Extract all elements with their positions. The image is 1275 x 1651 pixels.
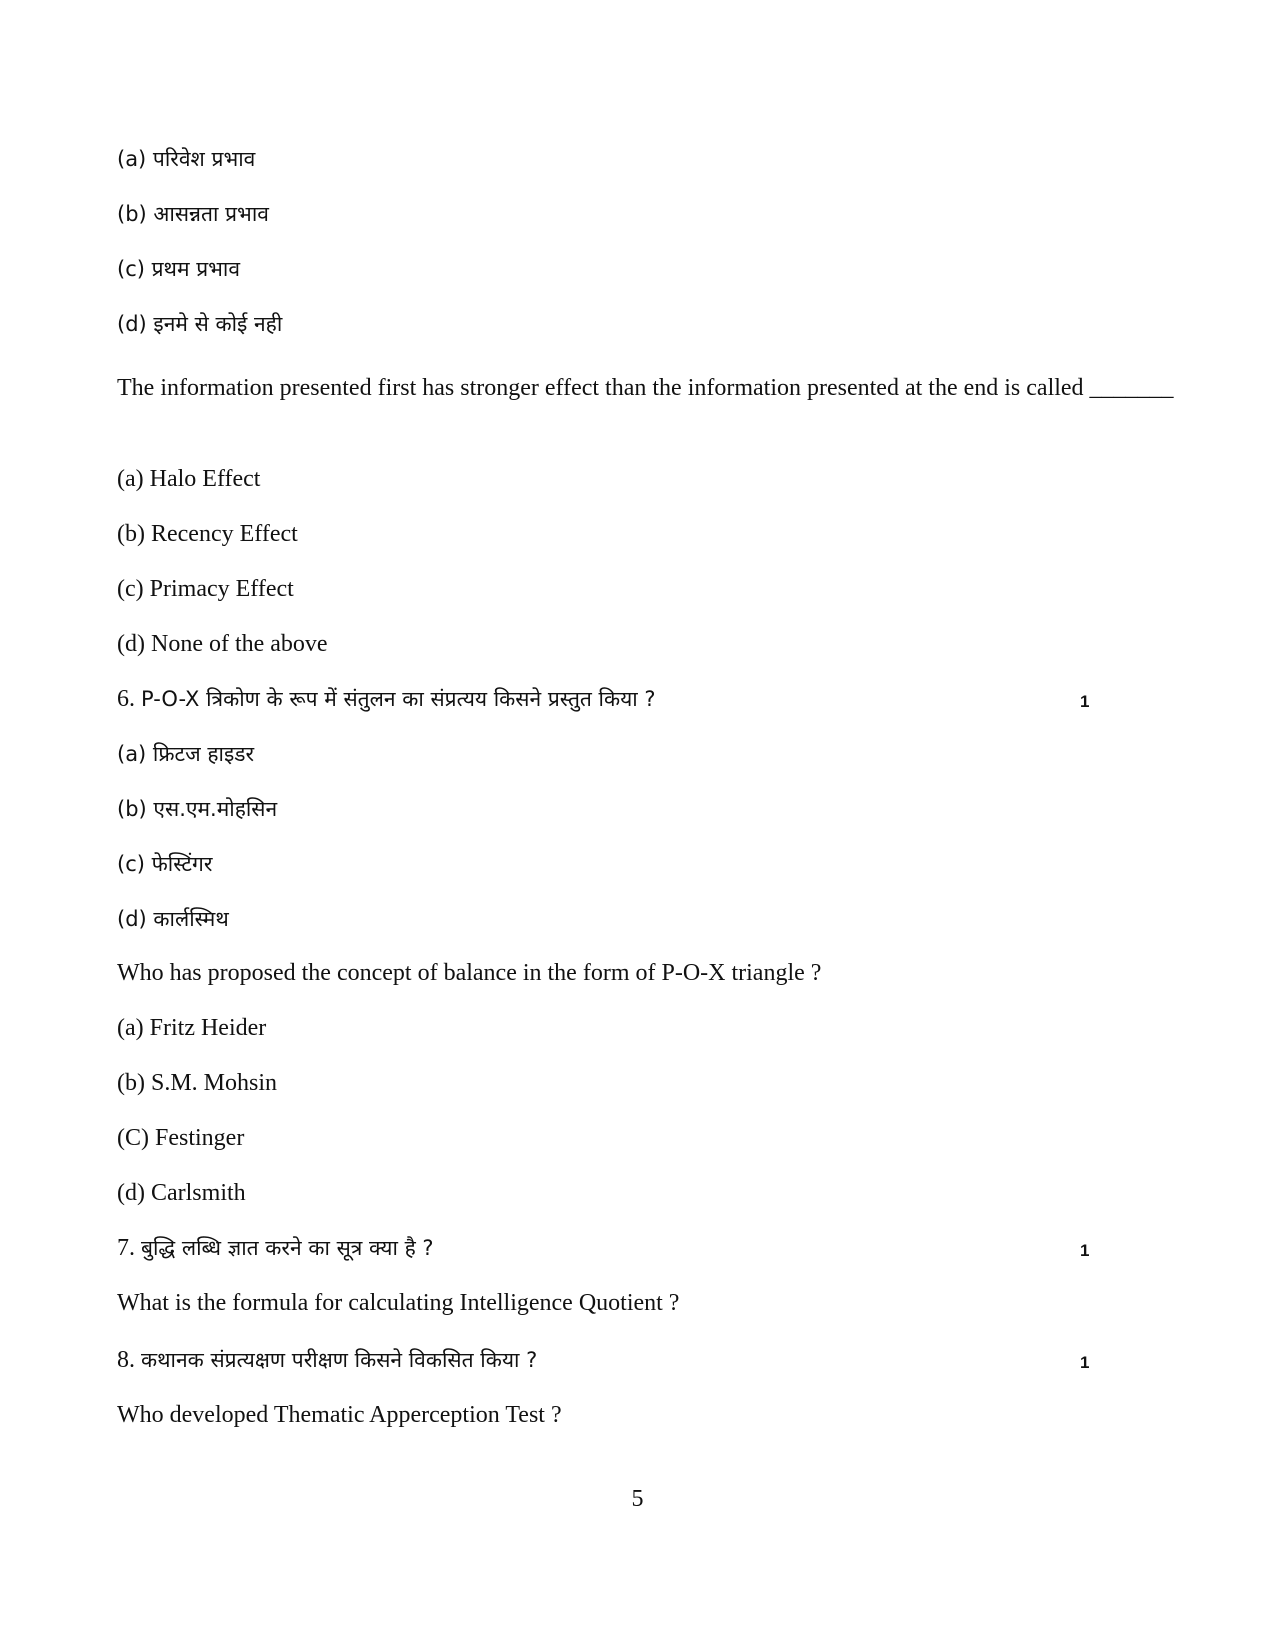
q5-hindi-option-b: (b) आसन्नता प्रभाव (117, 202, 269, 226)
q5-english-option-d: (d) None of the above (117, 631, 328, 657)
q5-english-option-b: (b) Recency Effect (117, 521, 298, 547)
q5-hindi-option-a: (a) परिवेश प्रभाव (117, 147, 256, 171)
q5-english-question: The information presented first has stronger effect than the information presented at the end is called _______ (117, 375, 1174, 401)
q5-english-option-c: (c) Primacy Effect (117, 576, 294, 602)
q8-question-english: Who developed Thematic Apperception Test ? (117, 1402, 562, 1428)
q6-english-option-d: (d) Carlsmith (117, 1180, 246, 1206)
q6-question-hindi (117, 684, 656, 714)
q6-hindi-option-b: (b) एस.एम.मोहसिन (117, 797, 278, 821)
q6-marks: 1 (1080, 692, 1090, 711)
q6-hindi-option-a: (a) फ्रिटज हाइडर (117, 742, 255, 766)
q5-english-option-a: (a) Halo Effect (117, 466, 261, 492)
q6-english-option-b: (b) S.M. Mohsin (117, 1070, 278, 1096)
q8-question-hindi-text: कथानक संप्रत्यक्षण परीक्षण किसने विकसित किया ? (141, 1348, 538, 1372)
q5-hindi-option-d: (d) इनमे से कोई नही (117, 312, 283, 336)
q8-number: 8. (117, 1347, 135, 1373)
q8-marks: 1 (1080, 1353, 1090, 1372)
q7-number: 7. (117, 1235, 135, 1261)
q7-question-hindi-text: बुद्धि लब्धि ज्ञात करने का सूत्र क्या है ? (141, 1236, 434, 1260)
q6-english-option-c: (C) Festinger (117, 1125, 245, 1151)
q7-question-hindi (117, 1233, 434, 1263)
q5-hindi-option-c: (c) प्रथम प्रभाव (117, 257, 241, 281)
q7-marks: 1 (1080, 1241, 1090, 1260)
q6-hindi-option-c: (c) फेस्टिंगर (117, 852, 213, 876)
page-number: 5 (631, 1486, 644, 1512)
q6-number: 6. (117, 686, 135, 712)
q8-question-hindi (117, 1345, 537, 1375)
q6-question-english: Who has proposed the concept of balance in the form of P-O-X triangle ? (117, 960, 822, 986)
q6-question-hindi-text: P-O-X त्रिकोण के रूप में संतुलन का संप्रत्यय किसने प्रस्तुत किया ? (141, 687, 656, 711)
q7-question-english: What is the formula for calculating Intelligence Quotient ? (117, 1290, 680, 1316)
q6-english-option-a: (a) Fritz Heider (117, 1015, 267, 1041)
q6-hindi-option-d: (d) कार्लस्मिथ (117, 907, 229, 931)
